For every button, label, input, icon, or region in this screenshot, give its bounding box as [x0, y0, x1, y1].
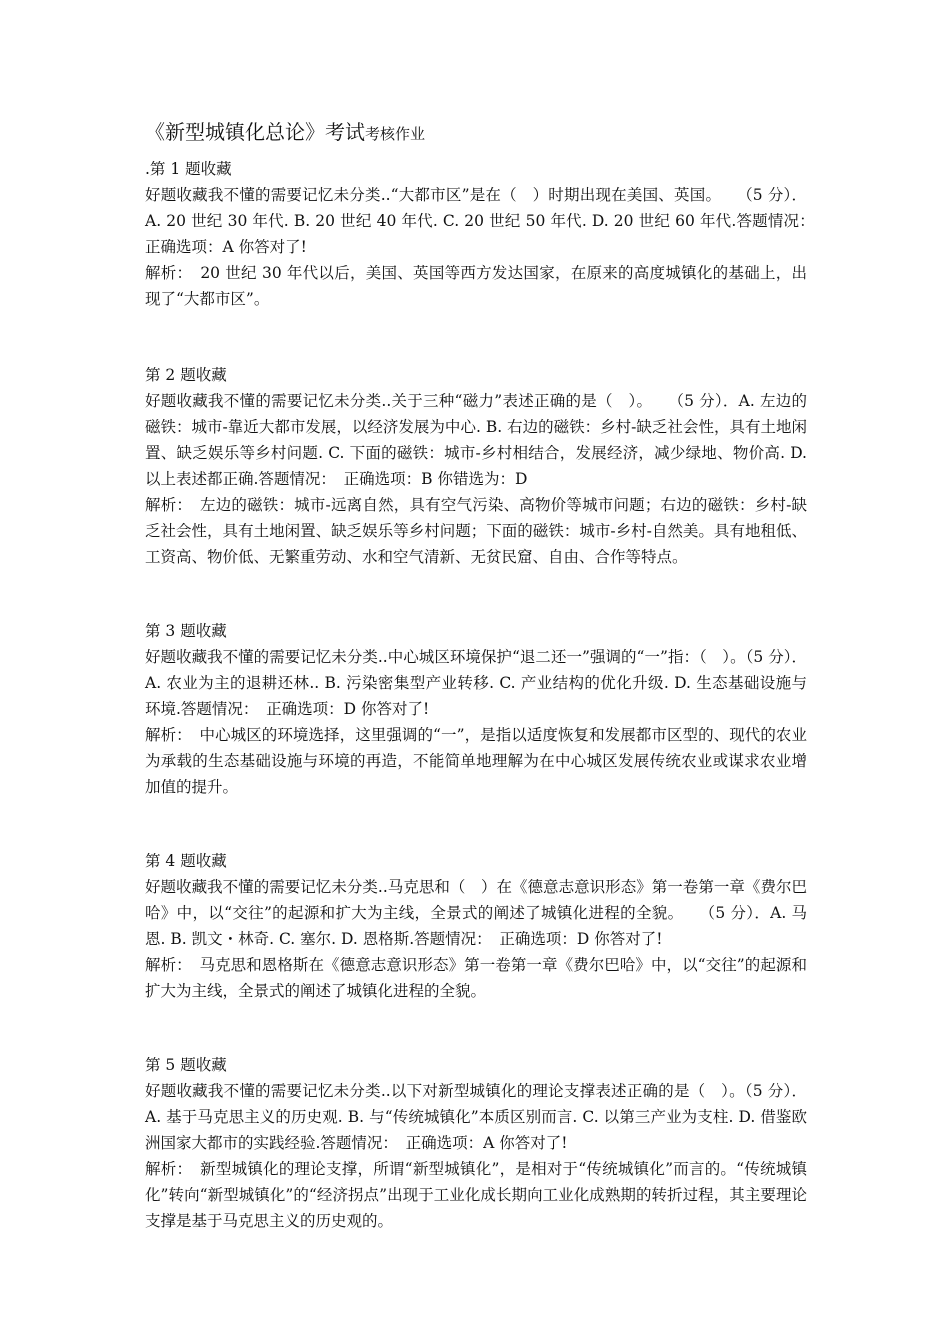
document-page	[145, 118, 823, 1234]
question-header: 第 5 题收藏	[145, 1056, 227, 1074]
question-body: 好题收藏我不懂的需要记忆未分类..以下对新型城镇化的理论支撑表述正确的是（ ）。（5 分）．A. 基于马克思主义的历史观. B. 与“传统城镇化”本质区别而言. C. 以第三产业为支柱. D. 借鉴欧洲国家大都市的实践经验.答题情况： 正确选项：A 你答对了!	[145, 1082, 807, 1152]
question-header: 第 4 题收藏	[145, 852, 227, 870]
question-body: 好题收藏我不懂的需要记忆未分类..中心城区环境保护“退二还一”强调的“一”指：（ ）。（5 分）．A. 农业为主的退耕还林.. B. 污染密集型产业转移. C. 产业结构的优化升级. D. 生态基础设施与环境.答题情况： 正确选项：D 你答对了!	[145, 648, 807, 718]
question-analysis: 解析： 左边的磁铁：城市-远离自然，具有空气污染、高物价等城市问题；右边的磁铁：乡村-缺乏社会性，具有土地闲置、缺乏娱乐等乡村问题；下面的磁铁：城市-乡村-自然美。具有地租低、工资高、物价低、无繁重劳动、水和空气清新、无贫民窟、自由、合作等特点。	[145, 496, 807, 566]
document-title	[145, 118, 807, 148]
question-2	[145, 362, 807, 570]
question-body: 好题收藏我不懂的需要记忆未分类..关于三种“磁力”表述正确的是（ ）。 （5 分）．A. 左边的磁铁：城市-靠近大都市发展，以经济发展为中心. B. 右边的磁铁：乡村-缺乏社会性，具有土地闲置、缺乏娱乐等乡村问题. C. 下面的磁铁：城市-乡村相结合，发展经济，减少绿地、物价高. D. 以上表述都正确.答题情况： 正确选项：B 你错选为：D	[145, 392, 807, 488]
question-header: 第 3 题收藏	[145, 622, 227, 640]
question-header: 第 2 题收藏	[145, 366, 227, 384]
question-3	[145, 618, 807, 800]
document-subtitle: 考核作业	[365, 125, 426, 143]
question-analysis: 解析： 20 世纪 30 年代以后，美国、英国等西方发达国家，在原来的高度城镇化的基础上，出现了“大都市区”。	[145, 264, 807, 308]
question-analysis: 解析： 马克思和恩格斯在《德意志意识形态》第一卷第一章《费尔巴哈》中，以“交往”的起源和扩大为主线，全景式的阐述了城镇化进程的全貌。	[145, 956, 807, 1000]
question-1	[145, 156, 823, 312]
document-title-main: 《新型城镇化总论》考试	[145, 120, 365, 144]
question-header: .第 1 题收藏	[145, 160, 232, 178]
question-4	[145, 848, 807, 1004]
question-body: 好题收藏我不懂的需要记忆未分类..马克思和（ ）在《德意志意识形态》第一卷第一章《费尔巴哈》中，以“交往”的起源和扩大为主线，全景式的阐述了城镇化进程的全貌。 （5 分）．A. 马恩. B. 凯文・林奇. C. 塞尔. D. 恩格斯.答题情况： 正确选项：D 你答对了!	[145, 878, 807, 948]
question-analysis: 解析： 中心城区的环境选择，这里强调的“一”，是指以适度恢复和发展都市区型的、现代的农业为承载的生态基础设施与环境的再造，不能简单地理解为在中心城区发展传统农业或谋求农业增加值的提升。	[145, 726, 807, 796]
question-analysis: 解析： 新型城镇化的理论支撑，所谓“新型城镇化”，是相对于“传统城镇化”而言的。“传统城镇化”转向“新型城镇化”的“经济拐点”出现于工业化成长期向工业化成熟期的转折过程，其主要理论支撑是基于马克思主义的历史观的。	[145, 1160, 807, 1230]
question-5	[145, 1052, 807, 1234]
question-body: 好题收藏我不懂的需要记忆未分类..“大都市区”是在（ ）时期出现在美国、英国。 （5 分）．A. 20 世纪 30 年代. B. 20 世纪 40 年代. C. 20 世纪 50 年代. D. 20 世纪 60 年代.答题情况： 正确选项：A 你答对了!	[145, 186, 823, 256]
